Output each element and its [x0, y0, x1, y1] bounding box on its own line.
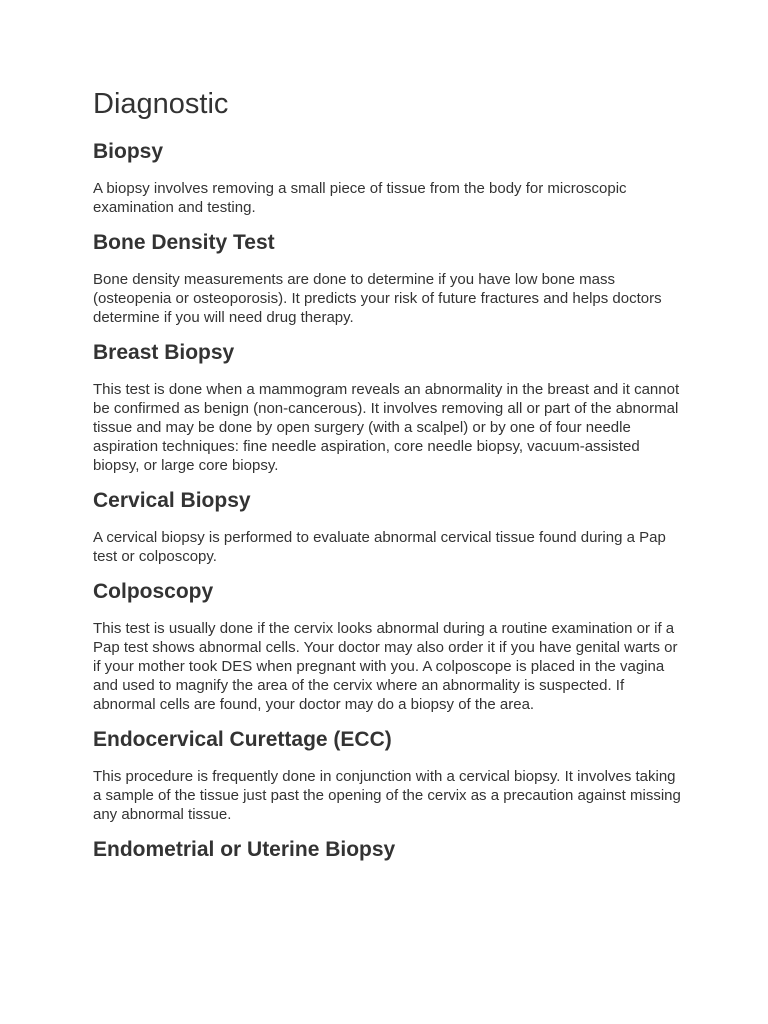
- section-endocervical-curettage: [93, 726, 681, 824]
- section-heading: Biopsy: [93, 140, 164, 163]
- section-cervical-biopsy: [93, 487, 675, 566]
- section-heading: Colposcopy: [93, 580, 214, 603]
- section-heading: Endometrial or Uterine Biopsy: [93, 838, 396, 861]
- section-body: A cervical biopsy is performed to evaluate abnormal cervical tissue found during a Pap test or colposcopy.: [93, 529, 666, 565]
- section-heading: Cervical Biopsy: [93, 489, 251, 512]
- section-heading: Endocervical Curettage (ECC): [93, 728, 392, 751]
- page-title: Diagnostic: [93, 88, 229, 120]
- section-biopsy: [93, 138, 675, 217]
- section-body: This test is done when a mammogram reveals an abnormality in the breast and it cannot be confirmed as benign (non-cancerous). It involves removing all or part of the abnormal tissue and may be done by open surgery (with a scalpel) or by one of four needle aspiration techniques: fine needle aspiration, core needle biopsy, vacuum-assisted biopsy, or large core biopsy.: [93, 381, 680, 474]
- section-body: A biopsy involves removing a small piece of tissue from the body for microscopic examination and testing.: [93, 180, 627, 216]
- section-heading: Breast Biopsy: [93, 341, 235, 364]
- section-body: This procedure is frequently done in conjunction with a cervical biopsy. It involves taking a sample of the tissue just past the opening of the cervix as a precaution against missing any abnormal tissue.: [93, 768, 681, 823]
- section-breast-biopsy: [93, 339, 680, 475]
- section-body: This test is usually done if the cervix looks abnormal during a routine examination or if a Pap test shows abnormal cells. Your doctor may also order it if you have genital warts or if your mother took DES when pregnant with you. A colposcope is placed in the vagina and used to magnify the area of the cervix where an abnormality is suspected. If abnormal cells are found, your doctor may do a biopsy of the area.: [93, 620, 678, 713]
- section-bone-density-test: [93, 229, 675, 327]
- section-endometrial-biopsy: [93, 836, 675, 864]
- section-colposcopy: [93, 578, 678, 714]
- section-heading: Bone Density Test: [93, 231, 275, 254]
- section-body: Bone density measurements are done to determine if you have low bone mass (osteopenia or osteoporosis). It predicts your risk of future fractures and helps doctors determine if you will need drug therapy.: [93, 271, 662, 326]
